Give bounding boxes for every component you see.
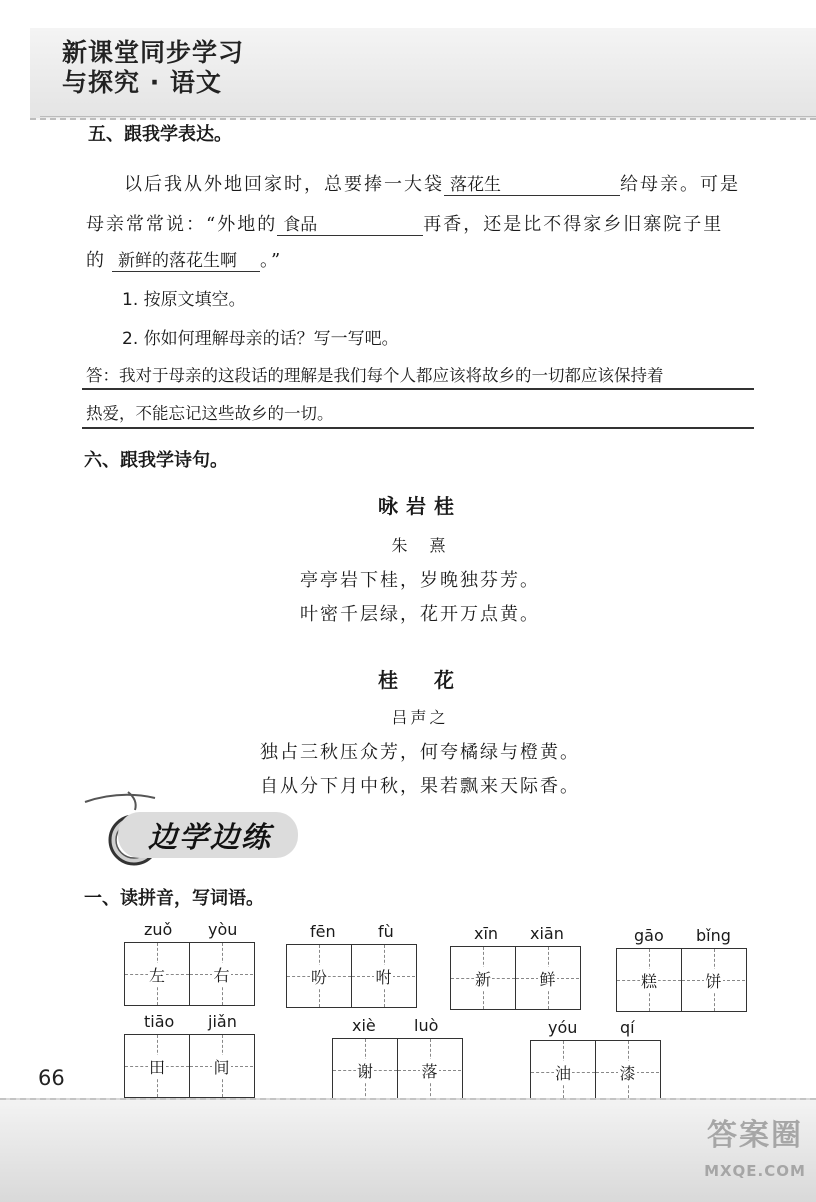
pinyin: xiè xyxy=(352,1016,376,1035)
exercise1-heading: 一、读拼音，写词语。 xyxy=(84,888,264,909)
word-box-3 xyxy=(450,924,581,1010)
passage-line2-end: 再香，还是比不得家乡旧寨院子里 xyxy=(423,214,724,235)
passage-line3-end: 。” xyxy=(260,250,283,271)
char-answer: 谢 xyxy=(356,1059,374,1082)
passage-line1-start: 以后我从外地回家时，总要捧一大袋 xyxy=(124,174,444,195)
book-title-line2: 与探究 · 语文 xyxy=(62,68,222,97)
answer-line1[interactable]: 答：我对于母亲的这段话的理解是我们每个人都应该将故乡的一切都应该保持着 xyxy=(86,366,664,385)
passage-line2-start: 母亲常常说：“外地的 xyxy=(86,214,278,235)
poem-1-title: 咏岩桂 xyxy=(378,494,462,518)
watermark xyxy=(700,1110,810,1195)
char-answer: 左 xyxy=(148,963,166,986)
watermark-title: 答案圈 xyxy=(707,1118,803,1153)
answer-rule-2 xyxy=(82,427,754,429)
char-answer: 田 xyxy=(148,1055,166,1078)
fill-blank-2[interactable]: 食品 xyxy=(277,210,423,236)
fill-blank-1[interactable]: 落花生 xyxy=(444,170,620,196)
char-answer: 咐 xyxy=(374,965,392,988)
char-grid[interactable] xyxy=(332,1038,463,1102)
char-grid[interactable] xyxy=(530,1040,661,1104)
poem-1 xyxy=(200,490,640,626)
word-box-6 xyxy=(332,1016,463,1102)
poem-2-author: 吕声之 xyxy=(391,708,449,727)
word-box-4 xyxy=(616,926,747,1012)
pinyin: gāo xyxy=(634,926,664,945)
char-answer: 新 xyxy=(474,967,492,990)
watermark-url: MXQE.COM xyxy=(704,1162,806,1180)
char-grid[interactable] xyxy=(286,944,417,1008)
pinyin: qí xyxy=(620,1018,635,1037)
word-box-5 xyxy=(124,1012,255,1098)
section6-heading: 六、跟我学诗句。 xyxy=(84,450,228,471)
word-box-7 xyxy=(530,1018,661,1104)
char-answer: 糕 xyxy=(640,969,658,992)
pinyin: yóu xyxy=(548,1018,578,1037)
pinyin: yòu xyxy=(208,920,238,939)
poem-2 xyxy=(200,664,640,798)
section-badge-label: 边学边练 xyxy=(148,820,273,854)
pinyin: xiān xyxy=(530,924,564,943)
book-title xyxy=(62,38,244,98)
char-answer: 漆 xyxy=(618,1061,636,1084)
book-title-line1: 新课堂同步学习 xyxy=(62,38,245,67)
poem-2-line1: 独占三秋压众芳，何夸橘绿与橙黄。 xyxy=(260,742,580,763)
passage-line2 xyxy=(86,210,723,236)
passage-line3 xyxy=(86,246,282,272)
char-answer: 间 xyxy=(212,1055,230,1078)
poem-2-line2: 自从分下月中秋，果若飘来天际香。 xyxy=(260,776,580,797)
char-grid[interactable] xyxy=(124,942,255,1006)
question-2: 2. 你如何理解母亲的话？写一写吧。 xyxy=(122,329,399,349)
pinyin: bǐng xyxy=(696,926,731,945)
pinyin: tiāo xyxy=(144,1012,175,1031)
word-box-2 xyxy=(286,922,417,1008)
word-box-1 xyxy=(124,920,255,1006)
answer-rule-1 xyxy=(82,388,754,390)
char-answer: 吩 xyxy=(310,965,328,988)
pinyin: fù xyxy=(378,922,394,941)
pinyin: jiǎn xyxy=(208,1012,237,1031)
pinyin: fēn xyxy=(310,922,336,941)
page-number: 66 xyxy=(38,1066,65,1090)
footer-band xyxy=(0,1098,816,1202)
char-answer: 落 xyxy=(420,1059,438,1082)
char-answer: 饼 xyxy=(704,969,722,992)
passage-line1-end: 给母亲。可是 xyxy=(620,174,740,195)
question-1: 1. 按原文填空。 xyxy=(122,290,246,310)
char-answer: 鲜 xyxy=(538,967,556,990)
poem-1-author: 朱 熹 xyxy=(391,536,449,555)
header-divider xyxy=(40,116,816,117)
char-grid[interactable] xyxy=(124,1034,255,1098)
poem-1-line1: 亭亭岩下桂，岁晚独芬芳。 xyxy=(300,570,540,591)
poem-1-line2: 叶密千层绿，花开万点黄。 xyxy=(300,604,540,625)
passage-line3-start: 的 xyxy=(86,250,106,271)
pinyin: luò xyxy=(414,1016,439,1035)
char-grid[interactable] xyxy=(616,948,747,1012)
fill-blank-3[interactable]: 新鲜的落花生啊 xyxy=(112,246,260,272)
section5-heading: 五、跟我学表达。 xyxy=(88,124,232,145)
pinyin: xīn xyxy=(474,924,499,943)
char-answer: 右 xyxy=(212,963,230,986)
answer-line2[interactable]: 热爱，不能忘记这些故乡的一切。 xyxy=(86,404,334,423)
char-answer: 油 xyxy=(554,1061,572,1084)
poem-2-title: 桂 花 xyxy=(378,668,462,692)
pinyin: zuǒ xyxy=(144,920,173,939)
char-grid[interactable] xyxy=(450,946,581,1010)
passage-line1 xyxy=(124,170,740,196)
